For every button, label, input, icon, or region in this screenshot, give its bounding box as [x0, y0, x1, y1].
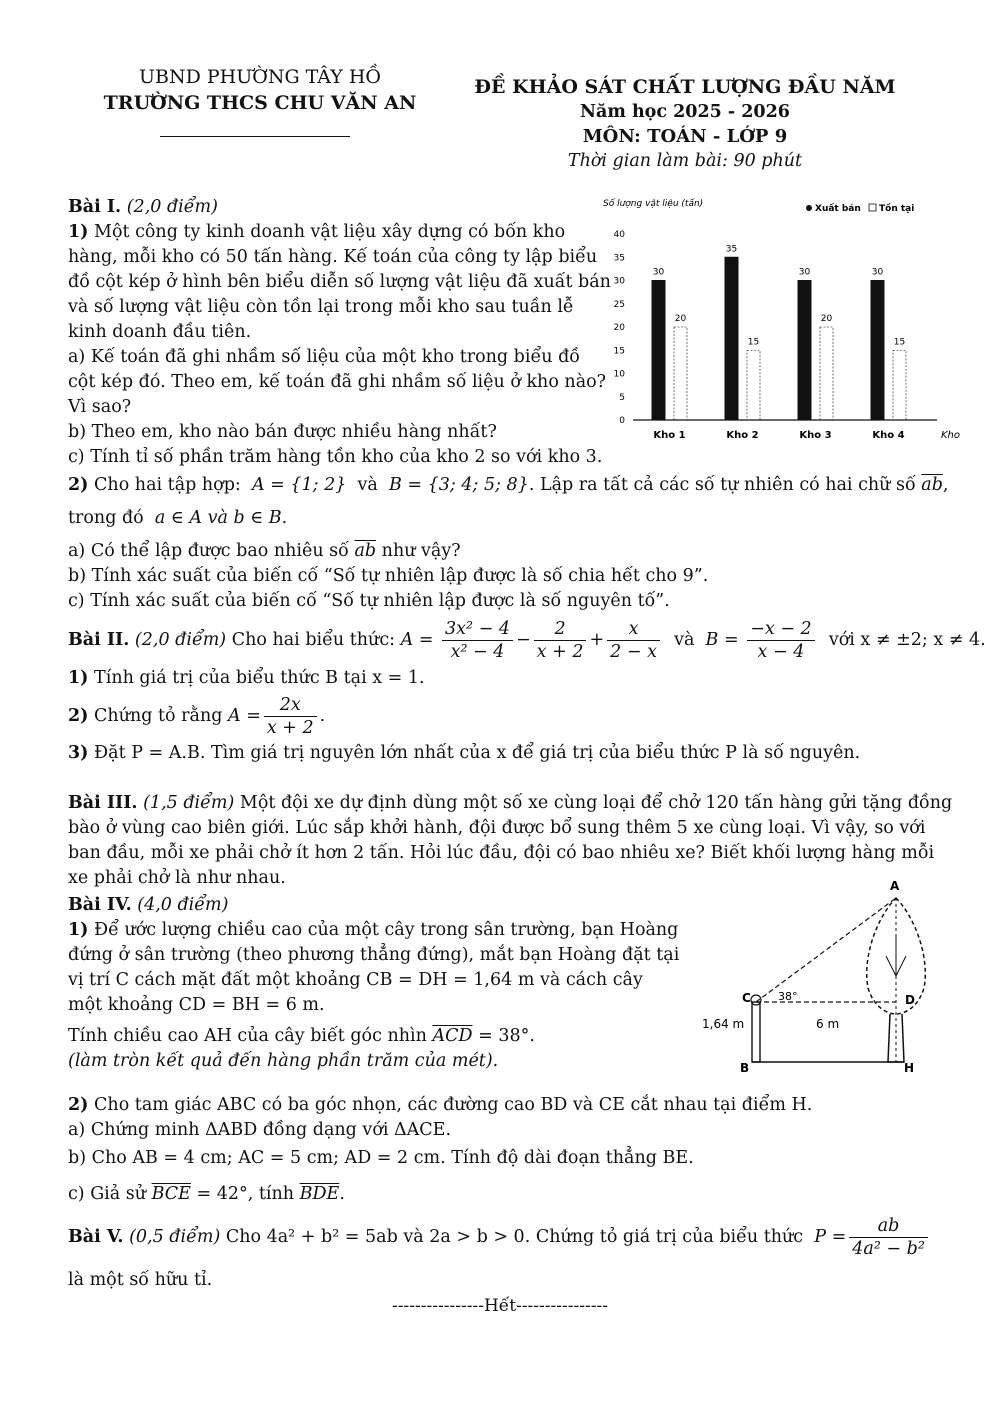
expr-a-lhs: A =: [400, 630, 434, 650]
fig-label-c: C: [742, 991, 751, 1005]
bar-value-label: 20: [674, 314, 687, 324]
bar-value-label: 35: [725, 244, 738, 255]
bar-value-label: 15: [893, 337, 906, 348]
x-tick-label: Kho 1: [653, 430, 686, 441]
org-name: UBND PHƯỜNG TÂY HỒ: [139, 66, 381, 88]
y-tick-label: 40: [613, 230, 625, 240]
legend-marker: [869, 204, 876, 211]
chart-xlabel: Kho: [941, 430, 960, 441]
fig-label-b: B: [740, 1061, 750, 1075]
chart-ylabel: Số lượng vật liệu (tấn): [603, 199, 704, 209]
angle-acd-value: = 38°.: [478, 1026, 535, 1046]
bai3-line: Một đội xe dự định dùng một số xe cùng loại để chở 120 tấn hàng gửi tặng đồng: [239, 793, 953, 813]
bai5-points: (0,5 điểm): [129, 1227, 221, 1247]
bai2-q2: Chứng tỏ rằng: [94, 706, 223, 726]
bai1-title: Bài I.: [68, 197, 122, 217]
bar-xuat-ban: [652, 281, 665, 421]
bai3-points: (1,5 điểm): [143, 793, 235, 813]
bai2-section: Bài II. (2,0 điểm) Cho hai biểu thức: A = $\frac{\text{3x² − 4}}{\text{x² − 4}}$ − $\frac{2}{x + 2}$ + $\frac{x}{2 - x}$ và B = $\frac{-x - 2}{x - 4}$ với x ≠ ±2; x ≠ 4. 1) Tính giá trị của biểu thức B tại x = 1. 2) Chứng tỏ rằng A = $\frac{2x}{x + 2}$ . 3) Đặt P = A.B. Tìm giá trị nguyên lớn nhất của x để giá trị của biểu thức P là số nguyên.: [68, 619, 986, 763]
tree-figure: [700, 876, 940, 1076]
bai1-p2-text: Cho hai tập hợp:: [94, 475, 241, 495]
y-tick-label: 15: [613, 346, 625, 357]
bai4-p1-ask: Tính chiều cao AH của cây biết góc nhìn: [68, 1026, 427, 1046]
angle-bce: $\overline{BCE}$: [151, 1184, 191, 1204]
bai1-p1-line: đồ cột kép ở hình bên biểu diễn số lượng vật liệu đã xuất bán: [68, 272, 611, 292]
y-tick-label: 10: [613, 369, 625, 380]
person-hoang: [752, 1002, 760, 1062]
bar-ton-tai: [747, 350, 760, 420]
fig-height: 1,64 m: [702, 1017, 745, 1031]
bai2-q3-num: 3): [68, 743, 89, 763]
bai1-p1-line: và số lượng vật liệu còn tồn lại trong mỗi kho sau tuần lễ: [68, 297, 574, 317]
legend-label: Tồn tại: [879, 204, 915, 214]
op-plus: +: [589, 630, 605, 650]
y-tick-label: 35: [613, 253, 625, 264]
bar-ton-tai: [674, 327, 687, 420]
bai4-p2c-end: .: [339, 1184, 345, 1204]
bar-value-label: 30: [652, 267, 665, 278]
bai1-qb: b) Theo em, kho nào bán được nhiều hàng nhất?: [68, 422, 497, 442]
bai4-p1-line: đứng ở sân trường (theo phương thẳng đứng), mắt bạn Hoàng đặt tại: [68, 945, 680, 965]
expr-a-frac2: $\frac{2}{x + 2}$: [534, 618, 587, 663]
angle-bde: $\overline{BDE}$: [299, 1184, 340, 1204]
bai2-q1: Tính giá trị của biểu thức B tại x = 1.: [94, 668, 425, 688]
bai1-p2-qc: c) Tính xác suất của biến cố “Số tự nhiên lập được là số nguyên tố”.: [68, 591, 670, 611]
x-tick-label: Kho 3: [799, 430, 832, 441]
y-tick-label: 30: [613, 276, 625, 287]
bai4-p2: Cho tam giác ABC có ba góc nhọn, các đường cao BD và CE cắt nhau tại điểm H.: [94, 1095, 813, 1115]
bai1-p1-line: hàng, mỗi kho có 50 tấn hàng. Kế toán của công ty lập biểu: [68, 247, 598, 267]
bar-value-label: 30: [798, 267, 811, 278]
x-tick-label: Kho 4: [872, 430, 905, 441]
y-tick-label: 0: [619, 416, 625, 426]
bar-value-label: 30: [871, 267, 884, 278]
expr-a-frac3: $\frac{x}{2 - x}$: [607, 618, 660, 663]
bai1-points: (2,0 điểm): [126, 197, 218, 217]
op-minus: −: [516, 630, 531, 650]
legend-marker: [806, 205, 812, 211]
y-tick-label: 25: [613, 299, 625, 310]
y-tick-label: 5: [619, 392, 625, 403]
fig-label-a: A: [890, 879, 900, 893]
set-a: A = {1; 2}: [251, 475, 347, 495]
bar-ton-tai: [820, 327, 833, 420]
bai4-p1-num: 1): [68, 920, 89, 940]
bai5-section: [68, 1212, 931, 1293]
header-divider: [160, 136, 350, 137]
bai1-p2-cond: a ∈ A và b ∈ B: [154, 508, 282, 528]
set-b: B = {3; 4; 5; 8}: [388, 475, 529, 495]
bai5-title: Bài V.: [68, 1227, 124, 1247]
bai3-line: xe phải chở là như nhau.: [68, 868, 286, 888]
bai1-qc: c) Tính tỉ số phần trăm hàng tồn kho của kho 2 so với kho 3.: [68, 447, 603, 467]
bar-xuat-ban: [871, 281, 884, 421]
expr-a-frac1: $\frac{\text{3x² − 4}}{\text{x² − 4}}$: [442, 618, 513, 663]
bai2-q3: Đặt P = A.B. Tìm giá trị nguyên lớn nhất của x để giá trị của biểu thức P là số nguyên.: [94, 743, 861, 763]
bar-value-label: 15: [747, 337, 760, 348]
bai2-q2-lhs: A =: [228, 706, 261, 726]
bai1-p1-num: 1): [68, 222, 89, 242]
bai1-p2-qb: b) Tính xác suất của biến cố “Số tự nhiên lập được là số chia hết cho 9”.: [68, 566, 709, 586]
expr-p-lhs: P =: [814, 1227, 847, 1247]
bar-xuat-ban: [798, 281, 811, 421]
ab-number: $\overline{ab}$: [921, 475, 943, 495]
expr-p-frac: $\frac{ab}{\text{4a² − b²}}$: [849, 1215, 928, 1260]
bar-value-label: 20: [820, 314, 833, 324]
angle-acd: $\overline{ACD}$: [432, 1026, 473, 1046]
bai1-p2-qa-end: như vậy?: [381, 541, 461, 561]
bai1-qa-line: Vì sao?: [68, 397, 132, 417]
ab-number: $\overline{ab}$: [354, 541, 377, 561]
bai4-title: Bài IV.: [68, 895, 132, 915]
fig-label-d: D: [905, 993, 915, 1007]
bai1-section: [68, 195, 611, 470]
fig-dist: 6 m: [816, 1017, 840, 1031]
bar-ton-tai: [893, 350, 906, 420]
bai3-title: Bài III.: [68, 793, 138, 813]
bai2-intro: Cho hai biểu thức:: [231, 630, 396, 650]
bai2-condition: với x ≠ ±2; x ≠ 4.: [828, 630, 986, 650]
bai5-text: Cho 4a² + b² = 5ab và 2a > b > 0. Chứng tỏ giá trị của biểu thức: [225, 1227, 804, 1247]
bai1-p2-qa: a) Có thể lập được bao nhiêu số: [68, 541, 349, 561]
bai1-part2: 2) Cho hai tập hợp: A = {1; 2} và B = {3; 4; 5; 8}. Lập ra tất cả các số tự nhiên có hai chữ số $\overline{ab}$, trong đó a ∈ A và b ∈ B. a) Có thể lập được bao nhiêu số $\overline{ab}$ như vậy? b) Tính xác suất của biến cố “Số tự nhiên lập được là số chia hết cho 9”. c) Tính xác suất của biến cố “Số tự nhiên lập được là số nguyên tố”.: [68, 473, 948, 614]
bai4-section: [68, 893, 679, 1074]
end-marker: ----------------Hết----------------: [392, 1296, 608, 1316]
bai4-p1-line: một khoảng CD = BH = 6 m.: [68, 995, 325, 1015]
y-tick-label: 20: [613, 323, 625, 333]
bai4-p1-line: vị trí C cách mặt đất một khoảng CB = DH = 1,64 m và cách cây: [68, 970, 643, 990]
bai1-qa-line: cột kép đó. Theo em, kế toán đã ghi nhầm số liệu ở kho nào?: [68, 372, 607, 392]
bai4-p2-num: 2): [68, 1095, 89, 1115]
bai1-qa-line: a) Kế toán đã ghi nhầm số liệu của một kho trong biểu đồ: [68, 347, 580, 367]
bai4-p2c: c) Giả sử: [68, 1184, 147, 1204]
bai5-line2: là một số hữu tỉ.: [68, 1270, 213, 1290]
school-year: Năm học 2025 - 2026: [580, 102, 790, 122]
x-tick-label: Kho 2: [726, 430, 759, 441]
school-name: TRƯỜNG THCS CHU VĂN AN: [103, 92, 417, 114]
bai1-p2-line2: trong đó: [68, 508, 144, 528]
bai2-q1-num: 1): [68, 668, 89, 688]
bai2-and: và: [674, 630, 695, 650]
legend-label: Xuất bán: [815, 204, 861, 214]
bai2-title: Bài II.: [68, 630, 130, 650]
bai4-p1-note: (làm tròn kết quả đến hàng phần trăm của mét).: [68, 1051, 499, 1071]
bai4-p2a: a) Chứng minh ΔABD đồng dạng với ΔACE.: [68, 1120, 452, 1140]
double-bar-chart: [595, 192, 960, 448]
expr-b-lhs: B =: [705, 630, 739, 650]
bar-xuat-ban: [725, 257, 738, 420]
bai3-line: ban đầu, mỗi xe phải chở ít hơn 2 tấn. Hỏi lúc đầu, đội có bao nhiêu xe? Biết khối lượng hàng mỗi: [68, 843, 935, 863]
bai2-points: (2,0 điểm): [134, 630, 227, 650]
fig-label-h: H: [904, 1061, 915, 1075]
bai1-p1-line: Một công ty kinh doanh vật liệu xây dựng có bốn kho: [94, 222, 566, 242]
subject: MÔN: TOÁN - LỚP 9: [582, 126, 788, 147]
bai3-line: bào ở vùng cao biên giới. Lúc sắp khởi hành, đội được bổ sung thêm 5 xe cùng loại. Vì vậy, so với: [68, 818, 926, 838]
bai1-p2-and: và: [357, 475, 378, 495]
bai4-p1-line: Để ước lượng chiều cao của một cây trong sân trường, bạn Hoàng: [94, 920, 679, 940]
chart-legend: [806, 203, 914, 214]
bai1-p1-line: kinh doanh đầu tiên.: [68, 322, 252, 342]
bai1-p2-rest: . Lập ra tất cả các số tự nhiên có hai chữ số: [528, 475, 916, 495]
bai4-p2c-mid: = 42°, tính: [196, 1184, 295, 1204]
bai1-p2-num: 2): [68, 475, 89, 495]
line-ca: [756, 898, 896, 1002]
bai4-points: (4,0 điểm): [137, 895, 229, 915]
fig-angle: 38°: [778, 990, 798, 1003]
bai4-p2b: b) Cho AB = 4 cm; AC = 5 cm; AD = 2 cm. Tính độ dài đoạn thẳng BE.: [68, 1148, 694, 1168]
bai2-q2-num: 2): [68, 706, 89, 726]
expr-b-frac: $\frac{-x - 2}{x - 4}$: [747, 618, 814, 663]
exam-time: Thời gian làm bài: 90 phút: [567, 151, 803, 171]
bai2-q2-frac: $\frac{2x}{x + 2}$: [264, 694, 317, 739]
exam-title: ĐỀ KHẢO SÁT CHẤT LƯỢNG ĐẦU NĂM: [474, 76, 896, 98]
bai4-part2: [68, 1093, 812, 1207]
